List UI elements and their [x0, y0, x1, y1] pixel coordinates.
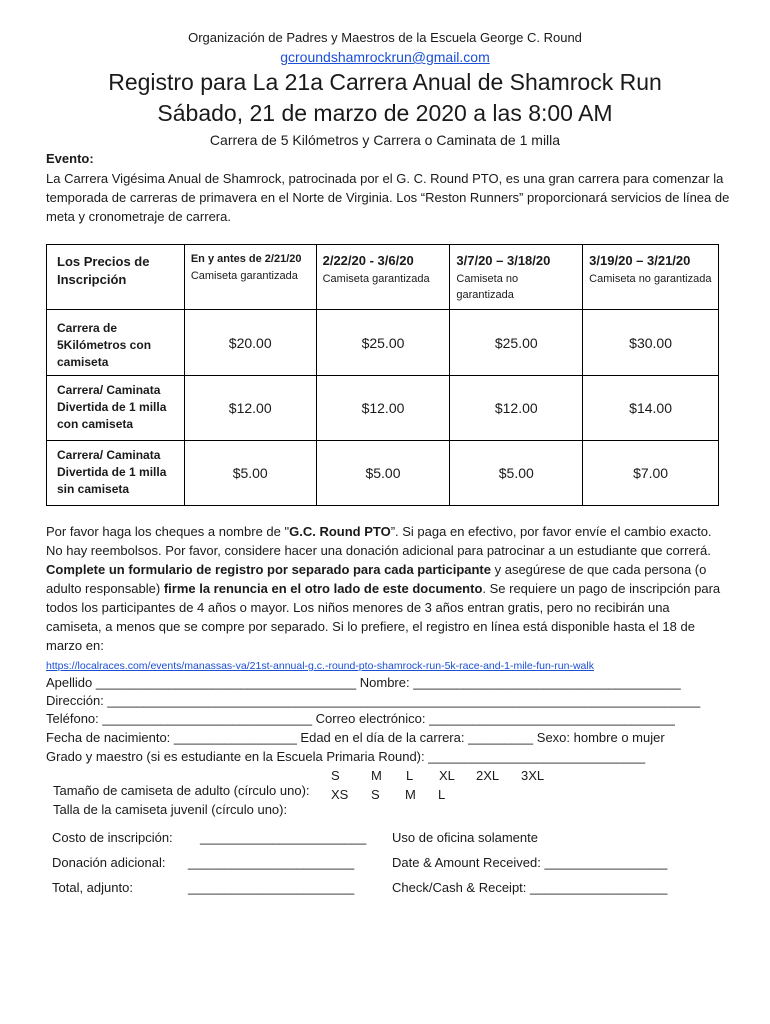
- email-link[interactable]: gcroundshamrockrun@gmail.com: [280, 49, 490, 65]
- address-field[interactable]: Dirección: __________________________________________________________________________________: [46, 693, 701, 708]
- column-date: En y antes de 2/21/20: [190, 253, 302, 265]
- instructions-text: Por favor haga los cheques a nombre de ": [46, 524, 290, 539]
- column-date: 3/7/20 – 3/18/20: [456, 253, 551, 268]
- waiver-notice: firme la renuncia en el otro lado de este documento: [163, 581, 483, 596]
- price-cell: $12.00: [450, 376, 583, 441]
- event-description: La Carrera Vigésima Anual de Shamrock, patrocinada por el G. C. Round PTO, es una gran carrera para comenzar la temporada de carreras de primavera en el Norte de Virginia. Los “Reston Runners” proporcionará servicios de línea de meta y cronometraje de carrera.: [46, 171, 730, 224]
- price-table-header-label: Los Precios de Inscripción: [47, 245, 185, 310]
- size-option[interactable]: S: [371, 787, 380, 802]
- column-note: Camiseta no garantizada: [456, 273, 519, 301]
- price-cell: $30.00: [583, 310, 719, 376]
- column-note: Camiseta garantizada: [190, 270, 298, 282]
- adult-size-label: Tamaño de camiseta de adulto (círculo uno):: [53, 783, 310, 798]
- row-label: Carrera/ Caminata Divertida de 1 milla con camiseta: [47, 376, 185, 441]
- column-date: 2/22/20 - 3/6/20: [322, 253, 414, 268]
- size-option[interactable]: S: [331, 768, 340, 783]
- total-field[interactable]: _______________________: [188, 880, 355, 895]
- organization-line: Organización de Padres y Maestros de la Escuela George C. Round: [188, 30, 582, 45]
- instructions-text: ”. Si paga en efectivo, por favor envíe el cambio exacto. No hay reembolsos. Por favor, considere hacer una donación adicional para patrocinar a un estudiante que correrá.: [46, 524, 712, 558]
- price-cell: $7.00: [583, 441, 719, 506]
- payee-name: G.C. Round PTO: [289, 524, 391, 539]
- price-cell: $5.00: [184, 441, 316, 506]
- table-row: [47, 310, 719, 376]
- size-option[interactable]: XS: [331, 787, 349, 802]
- page-title: Registro para La 21a Carrera Anual de Shamrock Run: [108, 69, 662, 95]
- table-row: [47, 376, 719, 441]
- price-cell: $25.00: [450, 310, 583, 376]
- check-cash-receipt-field[interactable]: Check/Cash & Receipt: ___________________: [392, 880, 668, 895]
- price-cell: $14.00: [583, 376, 719, 441]
- birthdate-age-sex-field[interactable]: Fecha de nacimiento: _________________ Edad en el día de la carrera: _________ Sexo: hombre o mujer: [46, 730, 665, 745]
- size-option[interactable]: XL: [439, 768, 455, 783]
- price-cell: $5.00: [450, 441, 583, 506]
- registration-cost-label: Costo de inscripción:: [52, 830, 173, 845]
- event-label: Evento:: [46, 151, 94, 166]
- column-note: Camiseta no garantizada: [589, 273, 712, 285]
- race-subtitle: Carrera de 5 Kilómetros y Carrera o Caminata de 1 milla: [209, 132, 561, 148]
- payment-instructions: [46, 522, 726, 676]
- donation-field[interactable]: _______________________: [188, 855, 355, 870]
- price-cell: $5.00: [316, 441, 450, 506]
- last-first-name-field[interactable]: Apellido ____________________________________ Nombre: _____________________________________: [46, 675, 681, 690]
- grade-teacher-field[interactable]: Grado y maestro (si es estudiante en la Escuela Primaria Round): ______________________________: [46, 749, 646, 764]
- instructions-text: y asegúrese de que cada persona (o adulto responsable): [46, 562, 707, 596]
- size-option[interactable]: M: [371, 768, 382, 783]
- size-option[interactable]: L: [406, 768, 414, 783]
- column-date: 3/19/20 – 3/21/20: [589, 253, 691, 268]
- row-label: Carrera de 5Kilómetros con camiseta: [47, 310, 185, 376]
- price-table: [46, 244, 719, 506]
- price-column-header: [184, 245, 316, 310]
- total-label: Total, adjunto:: [52, 880, 133, 895]
- table-row: [47, 441, 719, 506]
- youth-size-row: [46, 787, 287, 817]
- price-column-header: [316, 245, 450, 310]
- price-cell: $20.00: [184, 310, 316, 376]
- price-cell: $12.00: [316, 376, 450, 441]
- youth-size-label: Talla de la camiseta juvenil (círculo uno):: [53, 802, 288, 817]
- phone-email-field[interactable]: Teléfono: _____________________________ Correo electrónico: __________________________________: [46, 711, 675, 726]
- column-note: Camiseta garantizada: [322, 273, 430, 285]
- donation-label: Donación adicional:: [52, 855, 166, 870]
- price-column-header: [583, 245, 719, 310]
- office-use-label: Uso de oficina solamente: [392, 830, 538, 845]
- price-cell: $25.00: [316, 310, 450, 376]
- separate-form-notice: Complete un formulario de registro por separado para cada participante: [46, 562, 491, 577]
- size-option[interactable]: M: [405, 787, 416, 802]
- email-line: [0, 49, 770, 65]
- size-option[interactable]: 2XL: [476, 768, 500, 783]
- price-column-header: [450, 245, 583, 310]
- size-option[interactable]: 3XL: [521, 768, 545, 783]
- event-date-title: Sábado, 21 de marzo de 2020 a las 8:00 AM: [157, 100, 613, 126]
- row-label: Carrera/ Caminata Divertida de 1 milla sin camiseta: [47, 441, 185, 506]
- registration-cost-field[interactable]: _______________________: [200, 830, 367, 845]
- online-registration-link[interactable]: https://localraces.com/events/manassas-va/21st-annual-g.c.-round-pto-shamrock-run-5k-race-and-1-mile-fun-run-walk: [46, 660, 594, 672]
- instructions-text: . Se requiere un pago de inscripción para todos los participantes de 4 años o mayor. Los niños menores de 3 años entran gratis, pero no recibirán una camiseta, a menos que se compre por separado. Si lo prefiere, el registro en línea está disponible hasta el 18 de marzo en:: [46, 581, 721, 653]
- price-cell: $12.00: [184, 376, 316, 441]
- date-amount-received-field[interactable]: Date & Amount Received: _________________: [392, 855, 668, 870]
- size-option[interactable]: L: [438, 787, 446, 802]
- price-table-header-row: [47, 245, 719, 310]
